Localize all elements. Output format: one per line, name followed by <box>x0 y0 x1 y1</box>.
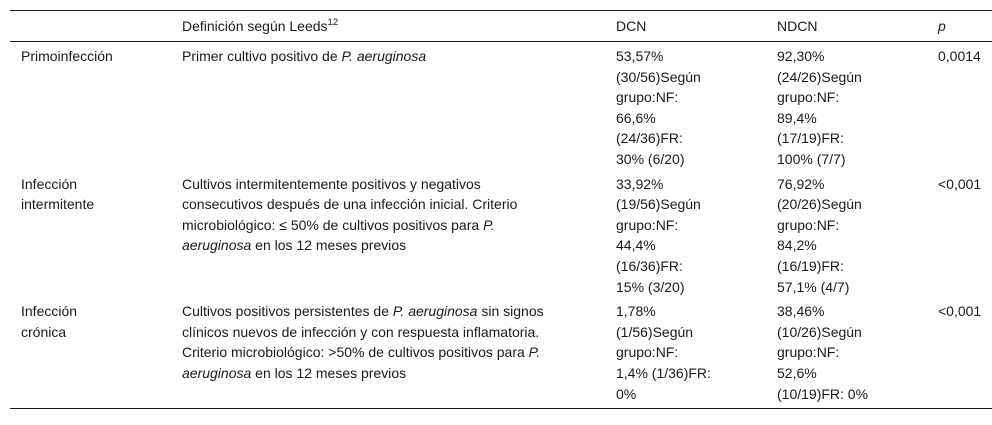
row-ndcn-cell <box>766 297 927 408</box>
dcn-line: (24/36)FR: <box>616 130 683 147</box>
header-dcn: DCN <box>605 11 766 42</box>
results-table <box>10 10 992 409</box>
dcn-line: 1,4% (1/36)FR: <box>616 364 711 381</box>
dcn-line: grupo:NF: <box>616 89 679 106</box>
ndcn-line: 100% (7/7) <box>777 150 846 167</box>
dcn-line: 0% <box>616 385 637 402</box>
ndcn-line: 84,2% <box>777 237 817 254</box>
ndcn-line: (10/19)FR: 0% <box>777 385 869 402</box>
species-name: P. aeruginosa <box>341 48 427 64</box>
ndcn-line: 52,6% <box>777 364 817 381</box>
ndcn-line: 89,4% <box>777 109 817 126</box>
definition-text: Cultivos intermitentemente positivos y negativos consecutivos después de una infección inicial. Criterio microbiológico: ≤ 50% de cultivos positivos para <box>182 175 518 233</box>
dcn-line: (16/36)FR: <box>616 257 683 274</box>
dcn-line: 30% (6/20) <box>616 150 685 167</box>
species-name: P. aeruginosa <box>392 303 478 320</box>
dcn-line: (19/56)Según <box>616 196 701 213</box>
ndcn-line: grupo:NF: <box>777 344 840 361</box>
row-definition-cell <box>171 42 605 170</box>
dcn-line: 44,4% <box>616 237 656 254</box>
dcn-line: 1,78% <box>616 303 656 320</box>
row-name-cell <box>10 170 171 298</box>
dcn-line: (1/56)Según <box>616 323 694 340</box>
row-name-cell <box>10 297 171 408</box>
header-empty <box>10 11 171 42</box>
dcn-line: grupo:NF: <box>616 216 679 233</box>
header-definition-label: Definición según Leeds <box>182 18 328 34</box>
dcn-line: 53,57% <box>616 48 664 64</box>
table-row <box>10 297 992 408</box>
row-ndcn-cell <box>766 170 927 298</box>
header-p <box>927 11 992 42</box>
ndcn-line: 57,1% (4/7) <box>777 278 850 295</box>
ndcn-line: (20/26)Según <box>777 196 862 213</box>
definition-text: sin signos clínicos nuevos de infección y con respuesta inflamatoria. Criterio microbiológico: >50% de cultivos positivos para <box>182 303 544 361</box>
row-name-line: Primoinfección <box>21 48 113 64</box>
ndcn-line: (16/19)FR: <box>777 257 844 274</box>
row-definition-cell <box>171 297 605 408</box>
row-dcn-cell <box>605 297 766 408</box>
row-definition-cell <box>171 170 605 298</box>
table-row <box>10 42 992 170</box>
row-dcn-cell <box>605 170 766 298</box>
header-definition-ref: 12 <box>327 17 339 28</box>
dcn-line: 15% (3/20) <box>616 278 685 295</box>
table-row <box>10 170 992 298</box>
row-name-line: intermitente <box>21 196 95 213</box>
definition-text: en los 12 meses previos <box>251 237 407 254</box>
ndcn-line: 76,92% <box>777 175 825 192</box>
row-name-line: crónica <box>21 323 67 340</box>
dcn-line: 33,92% <box>616 175 664 192</box>
row-p-cell: 0,0014 <box>938 48 981 64</box>
ndcn-line: (24/26)Según <box>777 68 862 85</box>
ndcn-line: 38,46% <box>777 303 825 320</box>
header-p-label: p <box>938 18 946 34</box>
row-name-cell <box>10 42 171 170</box>
header-definition <box>171 11 605 42</box>
species-name: P. aeruginosa <box>182 216 495 254</box>
ndcn-line: grupo:NF: <box>777 216 840 233</box>
dcn-line: (30/56)Según <box>616 68 701 85</box>
header-ndcn: NDCN <box>766 11 927 42</box>
row-p-cell: <0,001 <box>927 297 992 408</box>
dcn-line: 66,6% <box>616 109 656 126</box>
definition-text: en los 12 meses previos <box>251 364 407 381</box>
row-name-line: Infección <box>21 303 78 320</box>
ndcn-line: (17/19)FR: <box>777 130 844 147</box>
row-ndcn-cell <box>766 42 927 170</box>
ndcn-line: 92,30% <box>777 48 825 64</box>
ndcn-line: (10/26)Según <box>777 323 862 340</box>
row-p-cell: <0,001 <box>938 175 982 192</box>
row-name-line: Infección <box>21 175 78 192</box>
definition-text: Primer cultivo positivo de <box>182 48 342 64</box>
header-row <box>10 11 992 42</box>
dcn-line: grupo:NF: <box>616 344 679 361</box>
ndcn-line: grupo:NF: <box>777 89 840 106</box>
species-name: P. aeruginosa <box>182 344 541 381</box>
definition-text: Cultivos positivos persistentes de <box>182 303 393 320</box>
row-dcn-cell <box>605 42 766 170</box>
